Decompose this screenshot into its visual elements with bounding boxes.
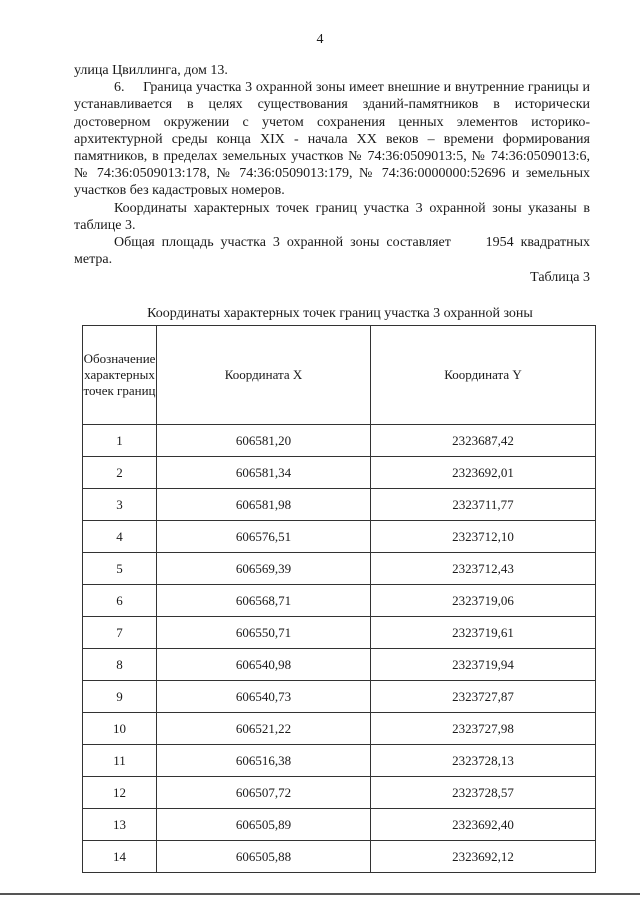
point-number-cell: 13 <box>83 809 157 841</box>
coordinate-y-cell: 2323727,87 <box>371 681 596 713</box>
table-row <box>83 553 596 585</box>
table-row <box>83 649 596 681</box>
coordinate-y-cell: 2323712,43 <box>371 553 596 585</box>
point-number-cell: 10 <box>83 713 157 745</box>
table-row <box>83 425 596 457</box>
point-number-cell: 5 <box>83 553 157 585</box>
coordinate-y-cell: 2323719,06 <box>371 585 596 617</box>
coordinate-y-cell: 2323692,01 <box>371 457 596 489</box>
table-row <box>83 713 596 745</box>
body-text <box>74 62 590 268</box>
coordinate-y-cell: 2323728,13 <box>371 745 596 777</box>
table-row <box>83 777 596 809</box>
table-row <box>83 809 596 841</box>
point-number-cell: 12 <box>83 777 157 809</box>
page-number: 4 <box>316 32 324 47</box>
paragraph-address: улица Цвиллинга, дом 13. <box>74 63 228 78</box>
paragraph-coordinates-ref: Координаты характерных точек границ участка 3 охранной зоны указаны в таблице 3. <box>74 200 590 233</box>
paragraph-boundary: 6. Граница участка 3 охранной зоны имеет внешние и внутренние границы и устанавливается в целях существования зданий-памятников в исторически достоверном окружении с учетом сохранения ценных элементов историко-архитектурной среды конца XIX - начала XX веков – времени формирования памятников, в пределах земельных участков № 74:36:0509013:5, № 74:36:0509013:6, № 74:36:0509013:178, № 74:36:0509013:179, № 74:36:0000000:52696 и земельных участков без кадастровых номеров. <box>74 80 590 199</box>
table-row <box>83 457 596 489</box>
table-row <box>83 617 596 649</box>
point-number-cell: 9 <box>83 681 157 713</box>
table-row <box>83 745 596 777</box>
coordinate-x-cell: 606576,51 <box>157 521 371 553</box>
point-number-cell: 2 <box>83 457 157 489</box>
point-number-cell: 6 <box>83 585 157 617</box>
coordinate-x-cell: 606540,98 <box>157 649 371 681</box>
point-number-cell: 3 <box>83 489 157 521</box>
coordinate-y-cell: 2323719,94 <box>371 649 596 681</box>
coordinate-x-cell: 606505,88 <box>157 841 371 873</box>
point-number-cell: 8 <box>83 649 157 681</box>
table-caption: Координаты характерных точек границ участка 3 охранной зоны <box>147 306 533 321</box>
coordinates-table <box>82 325 596 873</box>
coordinate-x-cell: 606569,39 <box>157 553 371 585</box>
point-number-cell: 11 <box>83 745 157 777</box>
coordinate-y-cell: 2323692,40 <box>371 809 596 841</box>
table-row <box>83 489 596 521</box>
point-number-cell: 14 <box>83 841 157 873</box>
coordinate-y-cell: 2323687,42 <box>371 425 596 457</box>
coordinate-x-cell: 606521,22 <box>157 713 371 745</box>
coordinate-y-cell: 2323711,77 <box>371 489 596 521</box>
coordinate-x-cell: 606581,20 <box>157 425 371 457</box>
coordinate-y-cell: 2323728,57 <box>371 777 596 809</box>
coordinate-x-cell: 606505,89 <box>157 809 371 841</box>
coordinate-x-cell: 606507,72 <box>157 777 371 809</box>
table-row <box>83 841 596 873</box>
coordinate-x-cell: 606568,71 <box>157 585 371 617</box>
coordinate-x-cell: 606540,73 <box>157 681 371 713</box>
table-row <box>83 521 596 553</box>
coordinate-x-cell: 606516,38 <box>157 745 371 777</box>
table-row <box>83 681 596 713</box>
coordinate-y-cell: 2323712,10 <box>371 521 596 553</box>
coordinate-x-cell: 606581,34 <box>157 457 371 489</box>
point-number-cell: 4 <box>83 521 157 553</box>
coordinate-x-cell: 606550,71 <box>157 617 371 649</box>
coordinate-y-cell: 2323719,61 <box>371 617 596 649</box>
coordinate-y-cell: 2323727,98 <box>371 713 596 745</box>
coordinate-x-cell: 606581,98 <box>157 489 371 521</box>
table-label: Таблица 3 <box>530 270 590 285</box>
point-number-cell: 7 <box>83 617 157 649</box>
paragraph-area: Общая площадь участка 3 охранной зоны составляет 1954 квадратных метра. <box>74 235 590 268</box>
header-coordinate-x: Координата X <box>157 326 371 425</box>
table-header-row <box>83 326 596 425</box>
point-number-cell: 1 <box>83 425 157 457</box>
table-body <box>83 425 596 873</box>
header-point-label: Обозначение характерных точек границ <box>83 326 157 425</box>
header-coordinate-y: Координата Y <box>371 326 596 425</box>
coordinate-y-cell: 2323692,12 <box>371 841 596 873</box>
bottom-rule <box>0 893 640 895</box>
table-row <box>83 585 596 617</box>
